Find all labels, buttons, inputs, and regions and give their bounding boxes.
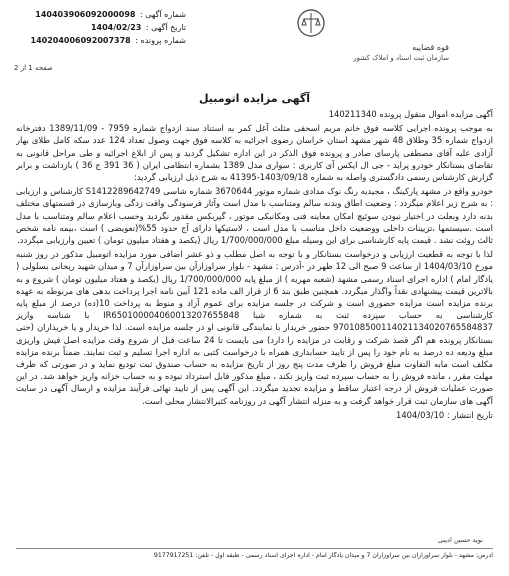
paragraph: به موجب پرونده اجرایی کلاسه فوق خانم مریم اسحقی مثلث آغل کمر به استناد سند ازدواج شماره 7959 - 1389/11/09 دفترخانه ازدواج شماره 35 وطلاق 48 شهر مشهد استان خراسان رضوی اجرائیه به کلاسه فوق جهت وصول تعداد 124 عدد سکه کامل طلای بهار آزادی علیه آقای مصطفی پارسای صادر و پرونده فوق الذکر در این اداره تشکیل گردید و پس از ابلاغ اجرائیه و طی مراحل قانونی به تقاضای بستانکار خودرو پراید - جی ال ایکس آی کاربری : سواری مدل 1389 بشماره انتظامی ایران ( 36 391 ج 36 ) بازداشت و برابر گزارش کارشناس رسمی دادگستری واصله به شماره 1403/09/18-41395 به شرح ذیل ارزیابی گردید: [16,123,493,183]
notice-number-row [16,8,186,21]
meta-label: شماره پرونده : [135,36,186,45]
paragraph: آگهی مزایده اموال منقول پرونده 140211340 [328,109,493,119]
meta-label: تاریخ آگهی : [145,23,186,32]
paragraph: خودرو واقع در مشهد پارکینگ ، مجیدیه رنگ نوک مدادی شماره موتور 3670644 شماره شاسی S1412289642749 کارشناس و ارزیابی : به شرح زیر اعلام میگردد : وضعیت اطاق وبدنه سالم ومتناسب با مدل است وآثار فرسودگی واقت زدگی وبازسازی در قسمتهای مختلف بدنه دارد وبعلت در اختیار نبودن سوئیچ امکان معاینه فنی ومکانیکی موتور ، گیربکس مقدور نگردید وحسب اعلام سالم ومتناسب با مدل است .سیستمها ،تزیینات داخلی ووضعیت داخل مناسب با مدل است ، لاستیکها دارای آج حدود 55%(تعویضی ) است ،بیمه نامه شخص ثالث روئت نشد . قیمت پایه کارشناسی برای این وسیله مبلغ 1/700/000/000 ریال (یکصد و هفتاد میلیون تومان ) تعیین وارزیابی میگردد. [16,186,493,246]
org-title: قوه قضاییه [412,43,449,52]
paragraph: تاریخ انتشار : 1404/03/10 [395,409,493,420]
meta-value: 140403906092000098 [35,10,136,19]
signer-name: نوید حسین ادیبی [437,536,483,544]
judiciary-emblem-icon [296,8,326,38]
meta-value: 1404/02/23 [90,23,142,32]
meta-value: 140204006092007378 [30,36,131,45]
case-number-row [16,34,186,47]
organization-name [259,42,449,64]
notice-meta [16,8,186,47]
page-number: صفحه 1 از 2 [14,64,53,72]
footer-address: آدرس: مشهد - بلوار سراوزارآن بین سراوزارآن 7 و میدان یادگار امام - اداره اجرای اسناد رسمی - طبقه اول - تلفن: 9177917251 [153,552,493,559]
notice-date-row [16,21,186,34]
footer-divider [16,548,493,549]
meta-label: شماره آگهی : [140,10,186,19]
document-title: آگهی مزایده اتومبیل [198,92,311,105]
document-body [16,108,493,528]
org-subtitle: سازمان ثبت اسناد و املاک کشور [353,54,449,62]
paragraph: لذا با توجه به قطعیت ارزیابی و درخواست بستانکار و با توجه به اصل مطلب و ذو عشر اضافی مورد مزایده اتومبیل مذکور در روز شنبه مورخ 1404/03/10 از ساعت 9 صبح الی 12 ظهر در -آدرس : مشهد - بلوار سراوزارآن بین سراوزارآن 7 و میدان شهید ریحانی بسلولی ( یادگار امام ) اداره اجرای اسناد رسمی مشهد (شعبه مهریه ) از مبلغ پایه 1/700/000/000 ریال (یکصد و هفتاد میلیون تومان ) شروع و به بالاترین قیمت پیشنهادی نقداً واگذار میگردد. همچنین طبق بند 6 از قرار الف ماده 121 آیین نامه اجرا پرداخت بدهی های مربوطه به عهده برنده مزایده است مزایده حضوری است و شرکت در جلسه مزایده برای عموم آزاد و منوط به پرداخت 10(ده) درصد از مبلغ پایه کارشناسی به حساب سپرده ثبت به شماره شبا IR650100004060013207655848 با شناسه واریز 970108500114021134020765584837 حضور خریدار با نمایندگی قانونی او در جلسه مزایده است. لذا خریدار و یا خریداران (حتی بستانکار پرونده هم اگر قصد شرکت و رقابت در مزایده را دارد) می بایست تا 24 ساعت قبل از شروع وقت مزایده اصل فیش واریزی مبلغ ودیعه ده درصد به نام خود را پس از تایید حسابداری همراه با درخواست کتبی به اداره اجرا تسلیم و ثبت نمایند. ضمناً برنده مزایده مکلف است مابه التفاوت مبلغ فروش را ظرف مدت پنج روز از تاریخ مزایده به حساب صندوق ثبت تودیع نماید و در صورتی که ظرف مهلت مقرر ، مانده فروش را به حساب سپرده ثبت واریز نکند ، مبلغ مذکور قابل استرداد نبوده و به حساب خزانه واریز خواهد شد. در این صورت عملیات فروش از درجه اعتبار ساقط و مزایده تجدید میگردد. این آگهی پس از تایید نهائی فرآیند مزایده و ارسال آگهی در سایت آگهی های سازمان ثبت قرار خواهد گرفت و به منزله انتشار آگهی در روزنامه کثیرالانتشار محلی است. [16,249,493,406]
